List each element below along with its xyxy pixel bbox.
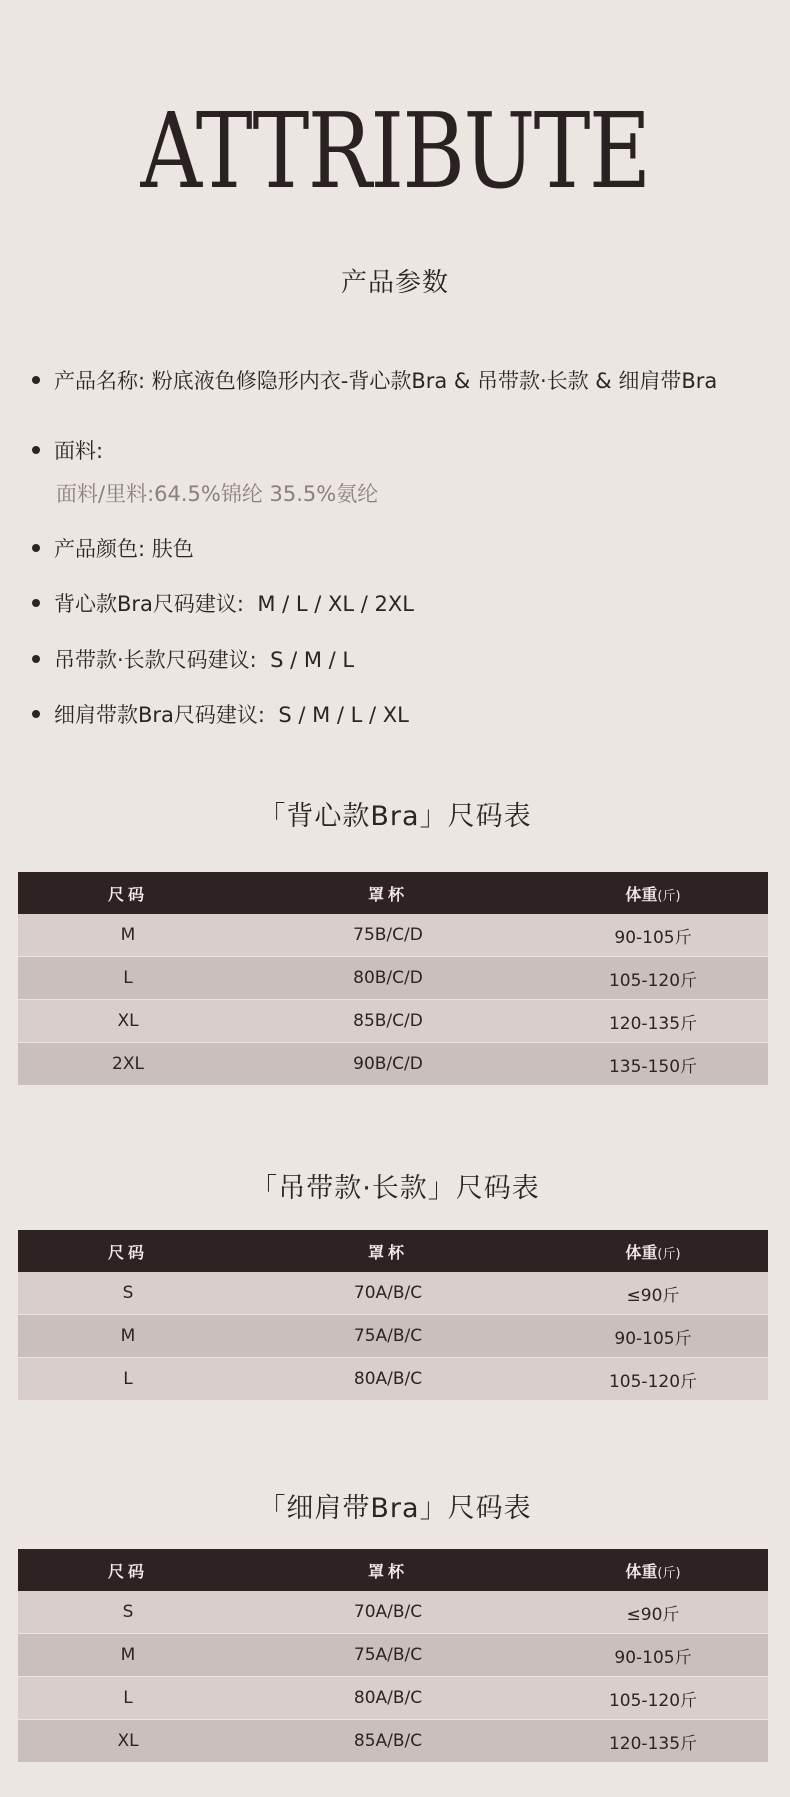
page-subtitle: 产品参数 xyxy=(340,268,449,298)
header-weight: 体重(斤) xyxy=(538,1549,768,1591)
header-size: 尺码 xyxy=(18,872,238,914)
cell-weight: 105-120斤 xyxy=(538,1677,768,1720)
table-row xyxy=(18,1043,768,1086)
cell-cup: 75A/B/C xyxy=(238,1315,538,1358)
table-header-row xyxy=(18,1549,768,1591)
attr-fabric-detail: 面料/里料:64.5%锦纶 35.5%氨纶 xyxy=(56,482,379,506)
attr-size-strap-long: 吊带款·长款尺码建议: S / M / L xyxy=(32,644,354,674)
cell-weight: 90-105斤 xyxy=(538,1634,768,1677)
cell-weight: 105-120斤 xyxy=(538,1358,768,1401)
cell-cup: 80A/B/C xyxy=(238,1358,538,1401)
attr-size-thin-strap: 细肩带款Bra尺码建议: S / M / L / XL xyxy=(32,699,409,729)
table-row xyxy=(18,914,768,957)
attr-color: 产品颜色: 肤色 xyxy=(32,533,194,563)
header-size: 尺码 xyxy=(18,1230,238,1272)
cell-weight: 135-150斤 xyxy=(538,1043,768,1086)
attr-size-vest: 背心款Bra尺码建议: M / L / XL / 2XL xyxy=(32,588,414,618)
cell-weight: 120-135斤 xyxy=(538,1000,768,1043)
table-title-vest: 「背心款Bra」尺码表 xyxy=(258,801,532,832)
cell-size: L xyxy=(18,957,238,1000)
table-row xyxy=(18,1272,768,1315)
header-cup: 罩杯 xyxy=(238,1230,538,1272)
cell-weight: 90-105斤 xyxy=(538,914,768,957)
table-header-row xyxy=(18,1230,768,1272)
cell-weight: 105-120斤 xyxy=(538,957,768,1000)
cell-weight: ≤90斤 xyxy=(538,1591,768,1634)
header-weight: 体重(斤) xyxy=(538,872,768,914)
table-row xyxy=(18,1358,768,1401)
cell-size: M xyxy=(18,914,238,957)
cell-cup: 85A/B/C xyxy=(238,1720,538,1763)
cell-cup: 70A/B/C xyxy=(238,1272,538,1315)
table-row xyxy=(18,1000,768,1043)
table-row xyxy=(18,1591,768,1634)
attr-product-name: 产品名称: 粉底液色修隐形内衣-背心款Bra & 吊带款·长款 & 细肩带Bra xyxy=(32,365,717,395)
table-row xyxy=(18,1634,768,1677)
cell-weight: ≤90斤 xyxy=(538,1272,768,1315)
cell-size: M xyxy=(18,1634,238,1677)
cell-weight: 90-105斤 xyxy=(538,1315,768,1358)
cell-cup: 75B/C/D xyxy=(238,914,538,957)
table-row xyxy=(18,1720,768,1763)
cell-cup: 70A/B/C xyxy=(238,1591,538,1634)
cell-weight: 120-135斤 xyxy=(538,1720,768,1763)
table-row xyxy=(18,1677,768,1720)
cell-cup: 80A/B/C xyxy=(238,1677,538,1720)
bullet-icon xyxy=(32,544,40,552)
attr-fabric: 面料: xyxy=(32,435,103,465)
table-row xyxy=(18,957,768,1000)
bullet-icon xyxy=(32,710,40,718)
page-headline: ATTRIBUTE xyxy=(140,90,650,212)
header-cup: 罩杯 xyxy=(238,1549,538,1591)
cell-size: XL xyxy=(18,1720,238,1763)
header-cup: 罩杯 xyxy=(238,872,538,914)
bullet-icon xyxy=(32,376,40,384)
cell-cup: 75A/B/C xyxy=(238,1634,538,1677)
cell-size: XL xyxy=(18,1000,238,1043)
header-size: 尺码 xyxy=(18,1549,238,1591)
cell-cup: 80B/C/D xyxy=(238,957,538,1000)
table-title-thin-strap: 「细肩带Bra」尺码表 xyxy=(258,1493,532,1524)
cell-cup: 85B/C/D xyxy=(238,1000,538,1043)
bullet-icon xyxy=(32,655,40,663)
header-weight: 体重(斤) xyxy=(538,1230,768,1272)
size-table-strap-long xyxy=(18,1230,768,1401)
cell-size: S xyxy=(18,1272,238,1315)
bullet-icon xyxy=(32,599,40,607)
cell-cup: 90B/C/D xyxy=(238,1043,538,1086)
size-table-thin-strap xyxy=(18,1549,768,1763)
cell-size: 2XL xyxy=(18,1043,238,1086)
bullet-icon xyxy=(32,446,40,454)
table-row xyxy=(18,1315,768,1358)
size-table-vest xyxy=(18,872,768,1086)
cell-size: M xyxy=(18,1315,238,1358)
table-header-row xyxy=(18,872,768,914)
table-title-strap-long: 「吊带款·长款」尺码表 xyxy=(250,1173,540,1204)
cell-size: L xyxy=(18,1677,238,1720)
cell-size: S xyxy=(18,1591,238,1634)
cell-size: L xyxy=(18,1358,238,1401)
